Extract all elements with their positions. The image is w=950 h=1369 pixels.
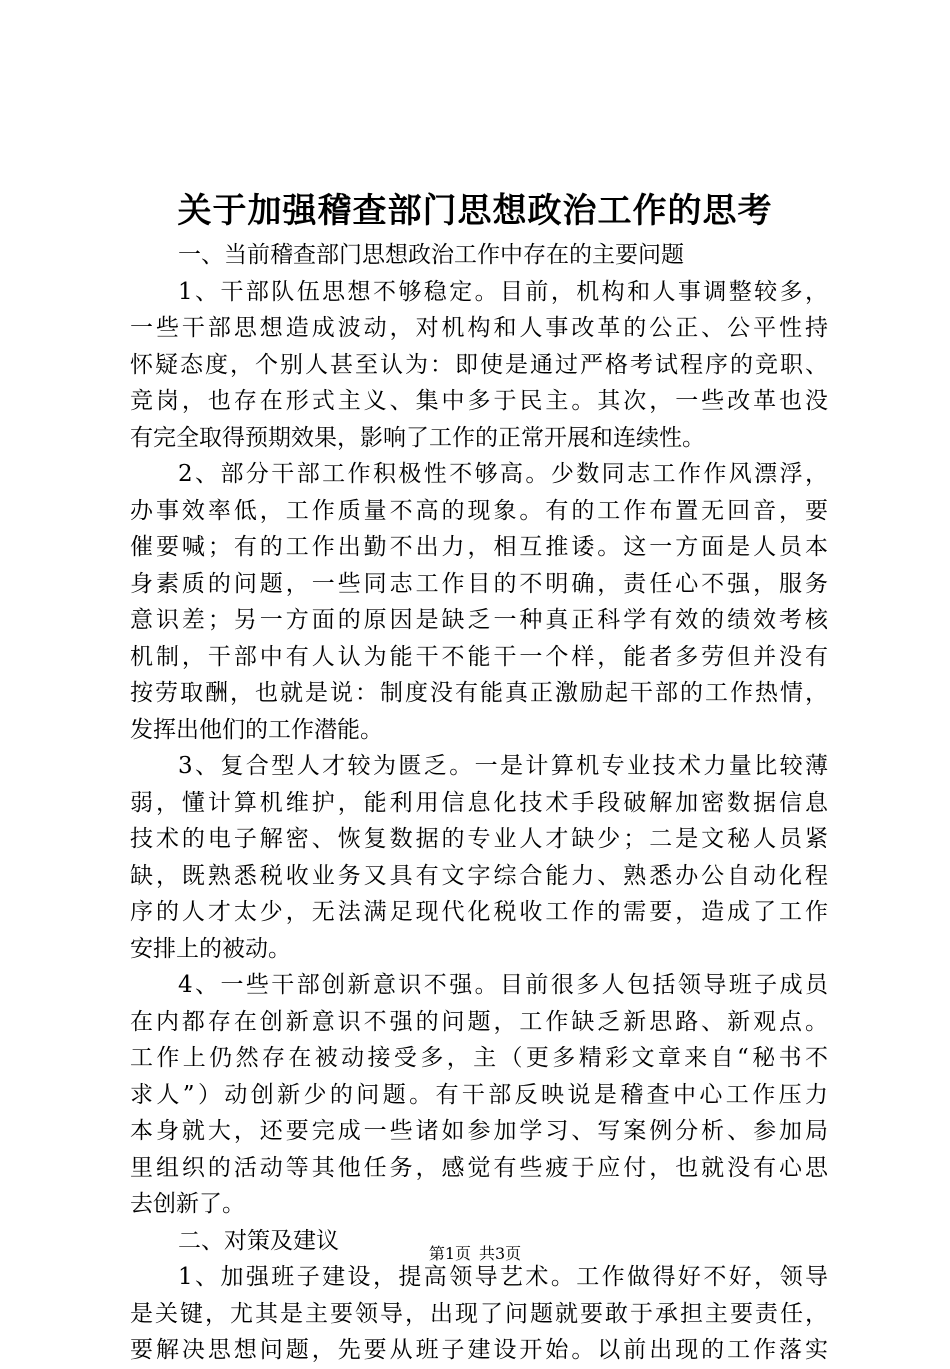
body-line: 一些干部思想造成波动，对机构和人事改革的公正、公平性持 [130, 315, 828, 341]
body-line: 一、当前稽查部门思想政治工作中存在的主要问题 [178, 242, 684, 268]
body-line: 竞岗，也存在形式主义、集中多于民主。其次，一些改革也没 [130, 388, 828, 414]
body-line: 4、一些干部创新意识不强。目前很多人包括领导班子成员 [178, 972, 828, 998]
body-line: 意识差；另一方面的原因是缺乏一种真正科学有效的绩效考核 [130, 607, 828, 633]
body-line: 2、部分干部工作积极性不够高。少数同志工作作风漂浮， [178, 461, 828, 487]
body-line: 里组织的活动等其他任务，感觉有些疲于应付，也就没有心思 [130, 1154, 828, 1181]
body-line: 序的人才太少，无法满足现代化税收工作的需要，造成了工作 [130, 899, 828, 925]
page-number: 第1页 [428, 1244, 471, 1263]
body-line: 按劳取酬，也就是说：制度没有能真正激励起干部的工作热情， [130, 680, 828, 706]
body-line: 有完全取得预期效果，影响了工作的正常开展和连续性。 [130, 424, 705, 451]
body-line: 催要喊；有的工作出勤不出力，相互推诿。这一方面是人员本 [130, 534, 828, 560]
body-line: 二、对策及建议 [178, 1227, 339, 1254]
body-line: 要解决思想问题，先要从班子建设开始。以前出现的工作落实 [130, 1337, 828, 1363]
body-line: 3、复合型人才较为匮乏。一是计算机专业技术力量比较薄 [178, 753, 828, 779]
body-line: 机制，干部中有人认为能干不能干一个样，能者多劳但并没有 [130, 643, 828, 670]
body-line: 发挥出他们的工作潜能。 [130, 716, 383, 743]
body-line: 弱，懂计算机维护，能利用信息化技术手段破解加密数据信息 [130, 789, 828, 816]
document-title: 关于加强稽查部门思想政治工作的思考 [177, 191, 773, 231]
body-line: 技术的电子解密、恢复数据的专业人才缺少；二是文秘人员紧 [130, 826, 828, 852]
body-line: 工作上仍然存在被动接受多，主（更多精彩文章来自“秘书不 [130, 1045, 828, 1071]
body-line: 在内都存在创新意识不强的问题，工作缺乏新思路、新观点。 [130, 1008, 828, 1035]
body-line: 身素质的问题，一些同志工作目的不明确，责任心不强，服务 [130, 570, 828, 597]
body-line: 去创新了。 [130, 1191, 245, 1217]
body-line: 缺，既熟悉税收业务又具有文字综合能力、熟悉办公自动化程 [130, 862, 828, 889]
body-line: 怀疑态度，个别人甚至认为：即使是通过严格考试程序的竞职、 [130, 351, 828, 378]
body-line: 1、干部队伍思想不够稳定。目前，机构和人事调整较多， [178, 278, 828, 305]
body-line: 办事效率低，工作质量不高的现象。有的工作布置无回音，要 [130, 497, 828, 524]
body-line: 是关键，尤其是主要领导，出现了问题就要敢于承担主要责任， [130, 1300, 828, 1327]
body-line: 1、加强班子建设，提高领导艺术。工作做得好不好，领导 [178, 1264, 828, 1290]
body-line: 本身就大，还要完成一些诸如参加学习、写案例分析、参加局 [130, 1118, 828, 1144]
body-line: 安排上的被动。 [130, 935, 291, 962]
body-line: 求人”）动创新少的问题。有干部反映说是稽查中心工作压力 [130, 1081, 828, 1108]
page-footer [0, 1242, 950, 1266]
document-body [130, 237, 828, 1369]
page-total: 共3页 [479, 1244, 522, 1263]
